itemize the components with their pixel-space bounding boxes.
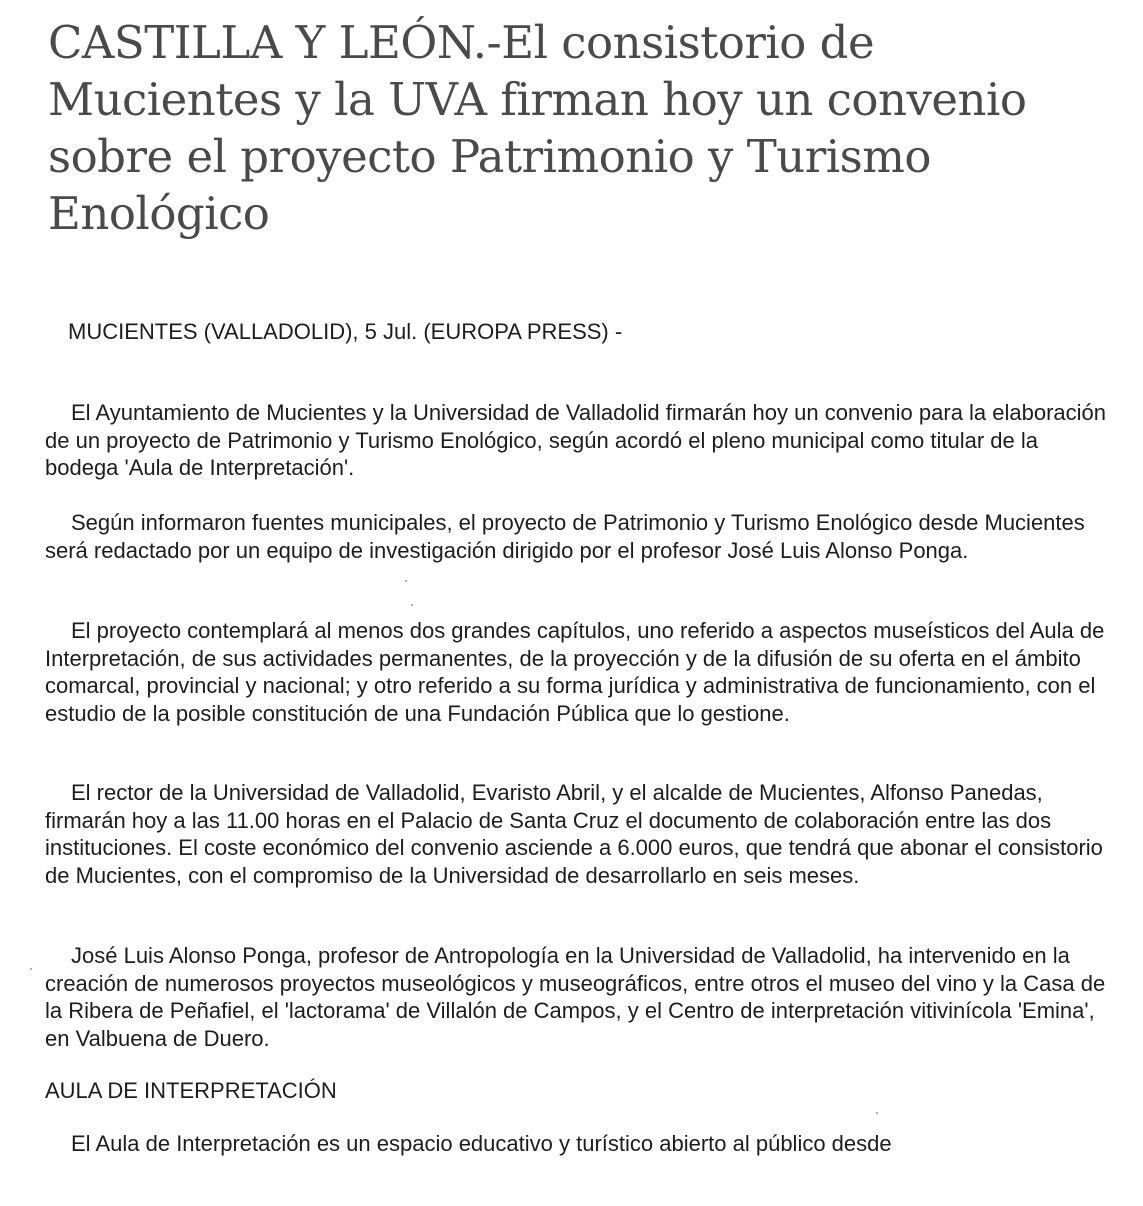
scan-speck bbox=[405, 580, 407, 582]
article-headline: CASTILLA Y LEÓN.-El consistorio de Mucientes y la UVA firman hoy un convenio sobre el proyecto Patrimonio y Turismo Enológico bbox=[48, 16, 1027, 240]
scan-speck bbox=[411, 604, 413, 606]
scan-speck bbox=[30, 968, 32, 970]
article-paragraph-4: El rector de la Universidad de Valladolid, Evaristo Abril, y el alcalde de Mucientes, Alfonso Panedas, firmarán hoy a las 11.00 horas en el Palacio de Santa Cruz el documento de colaboración entre las dos instituciones. El coste económico del convenio asciende a 6.000 euros, que tendrá que abonar el consistorio de Mucientes, con el compromiso de la Universidad de desarrollarlo en seis meses. bbox=[45, 780, 1103, 888]
article-paragraph-2: Según informaron fuentes municipales, el proyecto de Patrimonio y Turismo Enológico desde Mucientes será redactado por un equipo de investigación dirigido por el profesor José Luis Alonso Ponga. bbox=[45, 510, 1085, 563]
article-paragraph-5: José Luis Alonso Ponga, profesor de Antropología en la Universidad de Valladolid, ha intervenido en la creación de numerosos proyectos museológicos y museográficos, entre otros el museo del vino y la Casa de la Ribera de Peñafiel, el 'lactorama' de Villalón de Campos, y el Centro de interpretación vitivinícola 'Emina', en Valbuena de Duero. bbox=[45, 943, 1106, 1051]
article-dateline: MUCIENTES (VALLADOLID), 5 Jul. (EUROPA PRESS) - bbox=[68, 319, 623, 344]
article-subheading: AULA DE INTERPRETACIÓN bbox=[45, 1078, 337, 1103]
article-paragraph-1: El Ayuntamiento de Mucientes y la Universidad de Valladolid firmarán hoy un convenio para la elaboración de un proyecto de Patrimonio y Turismo Enológico, según acordó el pleno municipal como titular de la bodega 'Aula de Interpretación'. bbox=[45, 400, 1107, 480]
article-closing-paragraph: El Aula de Interpretación es un espacio educativo y turístico abierto al público desde bbox=[71, 1131, 892, 1156]
article-paragraph-3: El proyecto contemplará al menos dos grandes capítulos, uno referido a aspectos museísticos del Aula de Interpretación, de sus actividades permanentes, de la proyección y de la difusión de su oferta en el ámbito comarcal, provincial y nacional; y otro referido a su forma jurídica y administrativa de funcionamiento, con el estudio de la posible constitución de una Fundación Pública que lo gestione. bbox=[45, 618, 1105, 726]
scan-speck bbox=[876, 1112, 878, 1114]
